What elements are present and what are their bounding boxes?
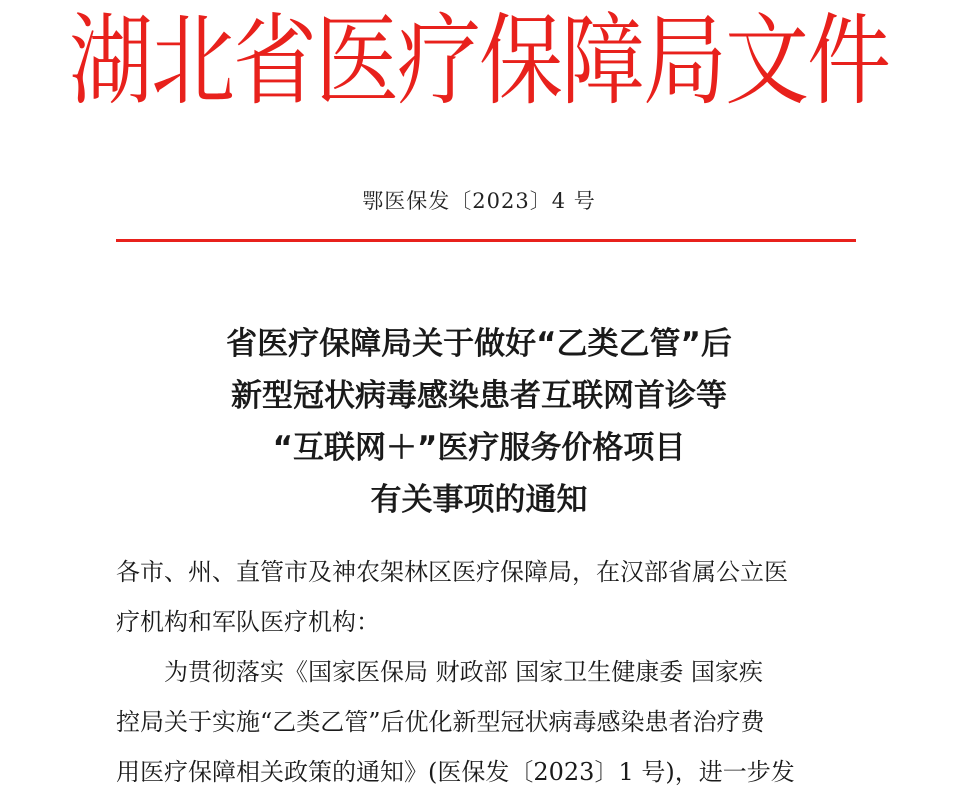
addressee-line: 各市、州、直管市及神农架林区医疗保障局，在汉部省属公立医 [116,558,788,586]
notice-title [0,318,958,526]
title-line: 省医疗保障局关于做好“乙类乙管”后 [226,326,732,362]
body-text [116,547,861,797]
title-line: 新型冠状病毒感染患者互联网首诊等 [231,378,727,414]
masthead [0,0,958,120]
title-line: “互联网＋”医疗服务价格项目 [272,430,686,466]
paragraph-line: 控局关于实施“乙类乙管”后优化新型冠状病毒感染患者治疗费 [116,708,765,736]
document-number: 鄂医保发〔2023〕4 号 [362,189,596,213]
paragraph-line: 为贯彻落实《国家医保局 财政部 国家卫生健康委 国家疾 [164,658,763,686]
paragraph-line: 用医疗保障相关政策的通知》(医保发〔2023〕1 号)，进一步发 [116,758,795,786]
addressee-line: 疗机构和军队医疗机构： [116,608,380,636]
masthead-title: 湖北省医疗保障局文件 [68,3,889,119]
red-divider-line [116,239,856,242]
title-line: 有关事项的通知 [370,482,588,518]
